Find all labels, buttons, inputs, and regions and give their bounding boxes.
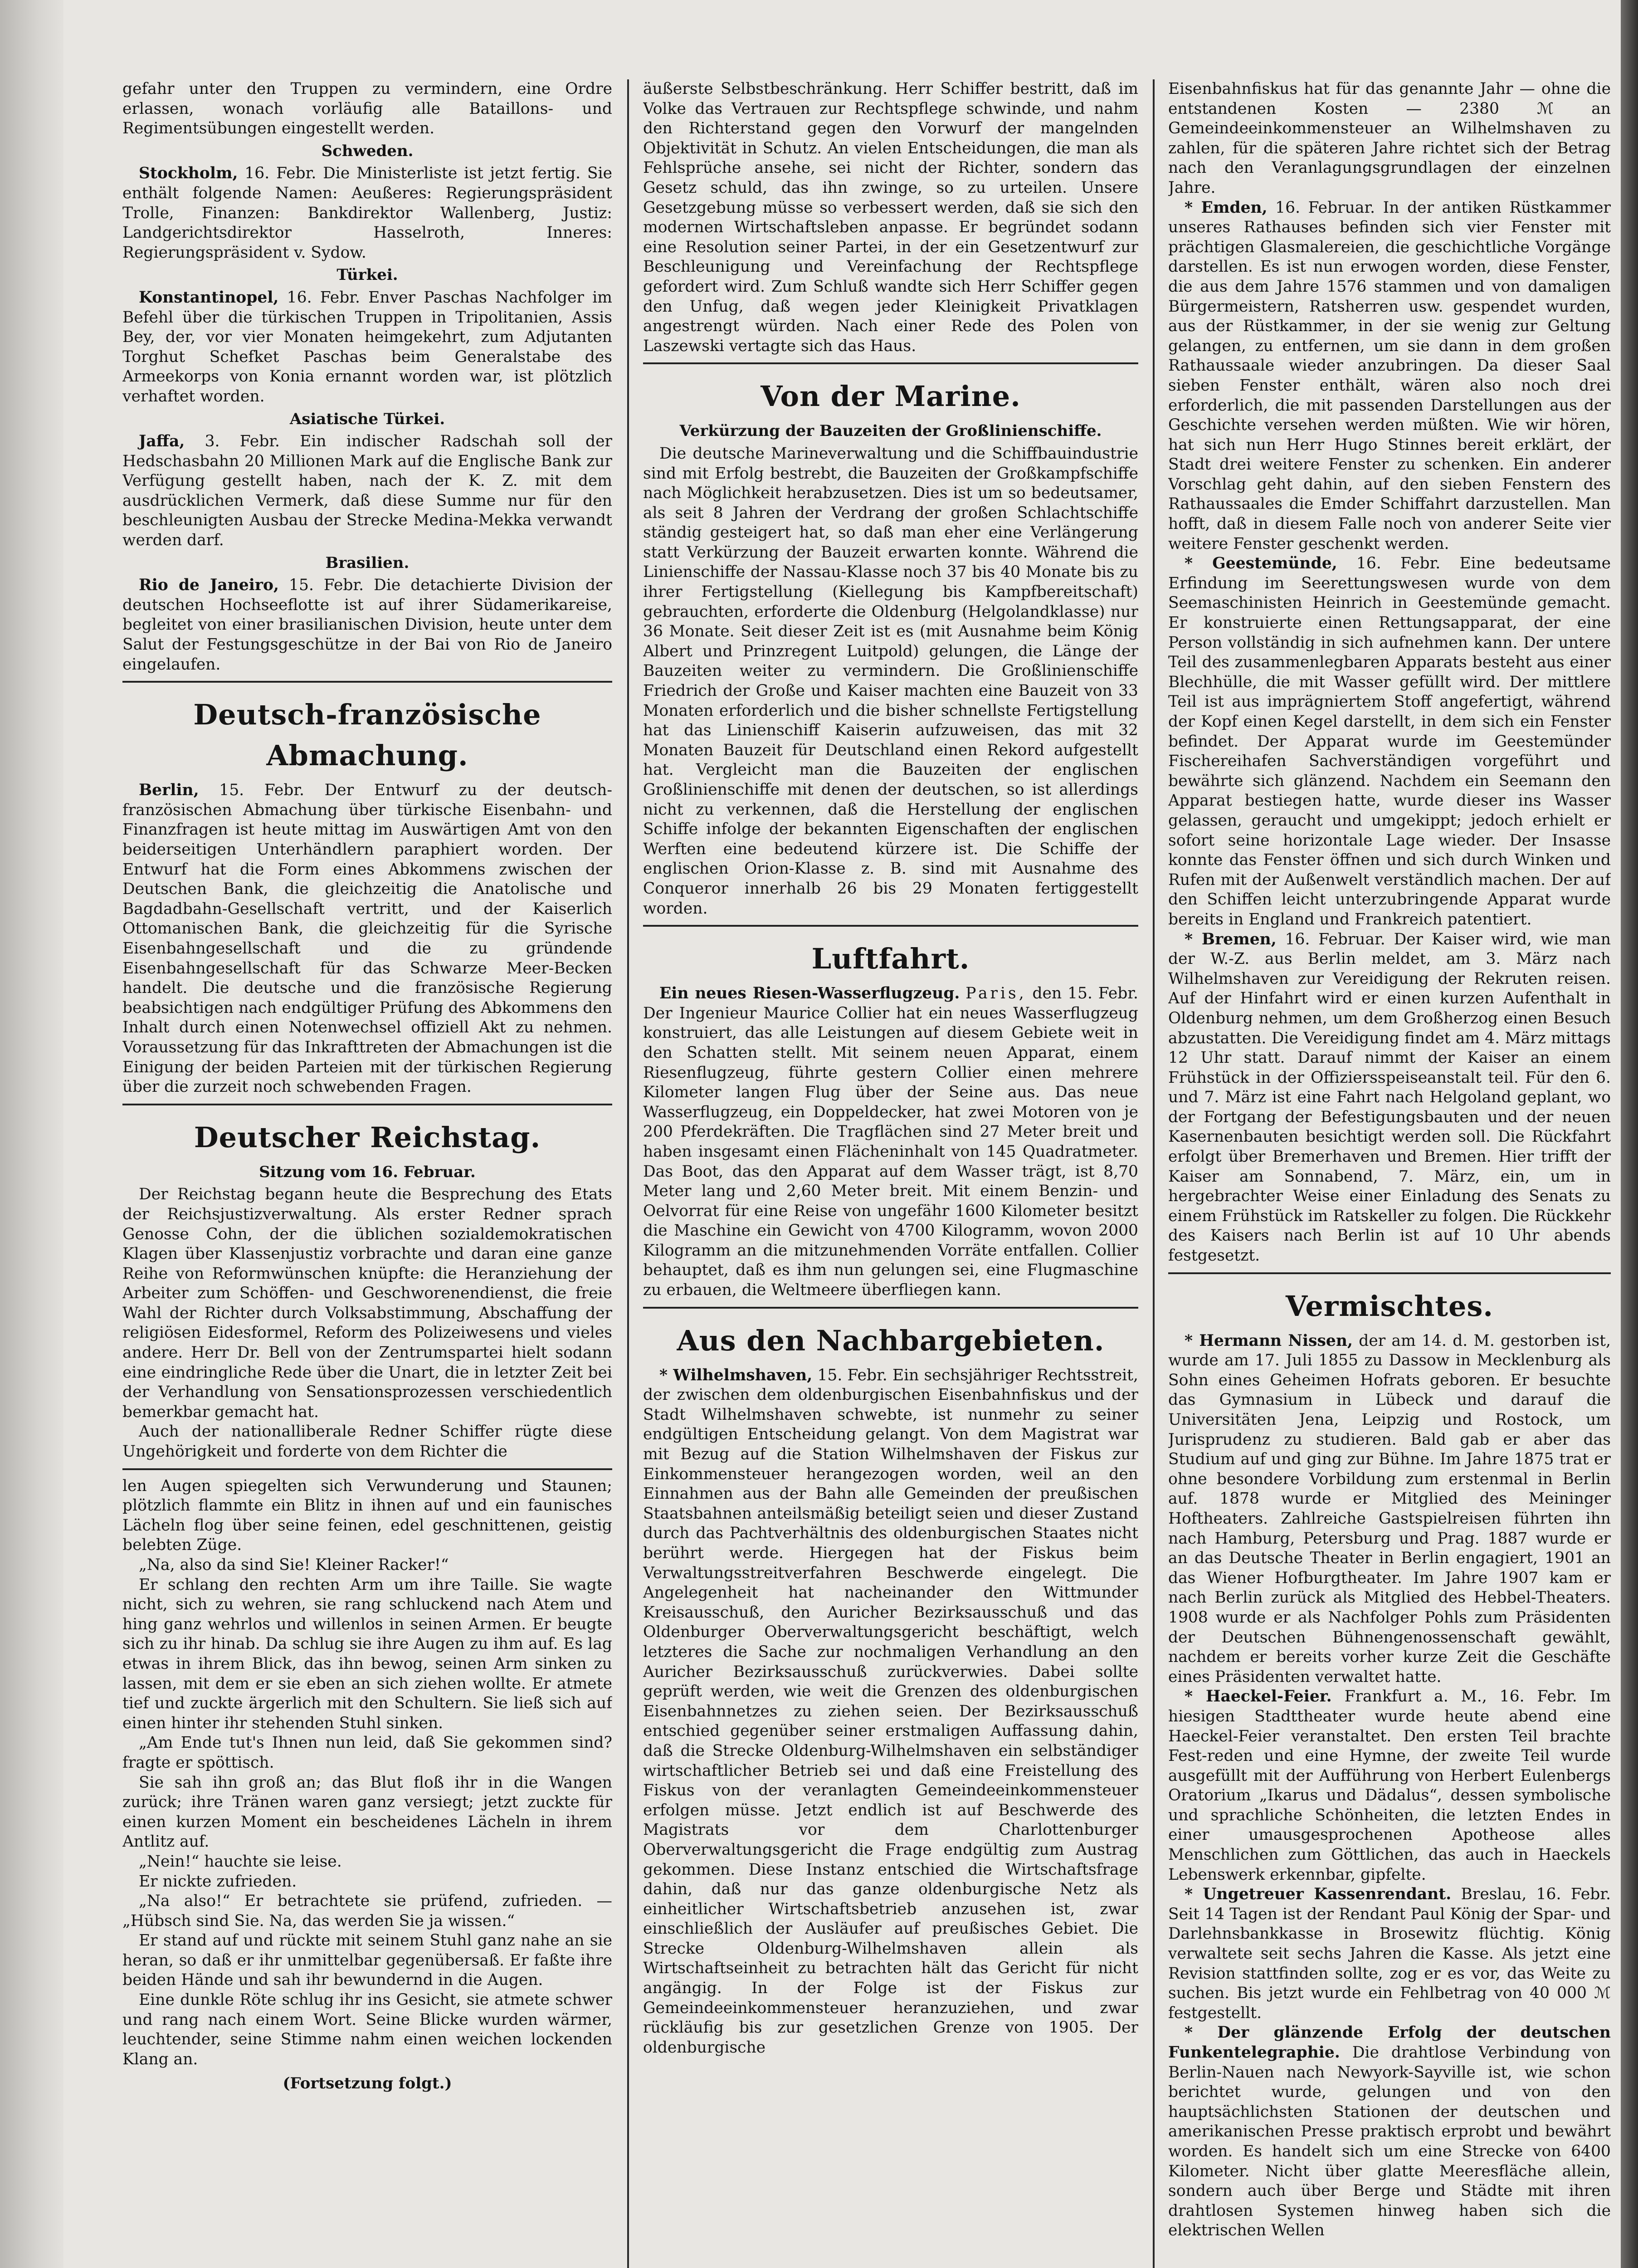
- section-rule: [643, 362, 1138, 364]
- section-heading: Deutscher Reichstag.: [194, 1120, 541, 1154]
- section-subheading: Brasilien.: [325, 553, 410, 572]
- article-text: Die deutsche Marineverwaltung und die Schiffbauindustrie sind mit Erfolg bestrebt, die Bauzeiten der Großkampfschiffe nach Möglichkeit herabzusetzen. Dies ist um so bedeutsamer, als seit 8 Jahren der Verdrang der großen Schlachtschiffe ständig gesteigert hat, so daß man eher eine Verlängerung statt Verkürzung der Bauzeit erwarten konnte. Während die Linienschiffe der Nassau-Klasse noch 37 bis 40 Monate bis zu ihrer Fertigstellung (Kiellegung bis Kampfbereitschaft) gebrauchten, erforderte die Oldenburg (Helgolandklasse) nur 36 Monate. Seit dieser Zeit ist es (mit Ausnahme beim König Albert und Prinzregent Luitpold) gelungen, die Länge der Bauzeiten weiter zu vermindern. Die Großlinienschiffe Friedrich der Große und Kaiser machten eine Bauzeit von 33 Monaten erforderlich und die bisher schnellste Fertigstellung hat das Linienschiff Kaiserin aufzuweisen, das mit 32 Monaten Bauzeit für Deutschland einen Rekord aufgestellt hat. Vergleicht man die Bauzeiten der englischen Großlinienschiffe mit denen der deutschen, so ist allerdings nicht zu verkennen, daß die Herstellung der englischen Schiffe infolge der bekannten Eigenschaften der englischen Werften eine bedeutend kürzere ist. Die Schiffe der englischen Orion-Klasse z. B. sind mit Ausnahme des Conqueror innerhalb 26 bis 29 Monaten fertiggestellt worden.: [643, 444, 1138, 918]
- news-text: 16. Febr. Die Ministerliste ist jetzt fertig. Sie enthält folgende Namen: Aeußeres: Regierungspräsident Trolle, Finanzen: Bankdirektor Wallenberg, Justiz: Landgerichtsdirektor Hasselroth, Inneres: Regierungspräsident v. Sydow.: [122, 164, 612, 262]
- feuilleton-text: „Na also!“ Er betrachtete sie prüfend, zufrieden. — „Hübsch sind Sie. Na, das werden Sie ja wissen.“: [122, 1892, 612, 1930]
- news-text: 16. Febr. Eine bedeutsame Erfindung im Seerettungswesen wurde von dem Seemaschinisten Heinrich in Geestemünde gemacht. Er konstruierte einen Rettungsapparat, der eine Person vollständig in sich aufnehmen kann. Der untere Teil des zusammenlegbaren Apparats besteht aus einer Blechhülle, die mit Wasser gefüllt wird. Der mittlere Teil ist aus imprägniertem Stoff angefertigt, während der Kopf einen Kegel darstellt, in dem sich ein Fenster befindet. Der Apparat wurde im Geestemünder Fischereihafen Sachverständigen vorgeführt und bewährte sich glänzend. Nachdem ein Seemann den Apparat bestiegen hatte, wurde dieser ins Wasser gelassen, geraucht und umgekippt; jedoch erhielt er sofort seine horizontale Lage wieder. Der Insasse konnte das Fenster öffnen und sich durch Winken und Rufen mit der Außenwelt verständlich machen. Der auf den Schiffen leicht unterzubringende Apparat wurde bereits in England und Frankreich patentiert.: [1168, 554, 1611, 929]
- dateline: * Bremen,: [1185, 930, 1277, 948]
- feuilleton-text: Er schlang den rechten Arm um ihre Taille. Sie wagte nicht, sich zu wehren, sie rang schluckend nach Atem und hing ganz wehrlos und willenlos in seinen Armen. Er beugte sich zu ihr hinab. Da schlug sie ihre Augen zu ihm auf. Es lag etwas in ihrem Blick, das ihn bewog, seinen Arm sinken zu lassen, mit dem er sie eben an sich ziehen wollte. Er atmete tief und zuckte ärgerlich mit den Schultern. Sie ließ sich auf einen hinter ihr stehenden Stuhl sinken.: [122, 1575, 612, 1732]
- dateline: * Wilhelmshaven,: [659, 1366, 813, 1384]
- news-item: [1168, 2023, 1611, 2241]
- column-2: [643, 79, 1138, 2268]
- dateline: Jaffa,: [139, 432, 185, 451]
- column-divider: [1153, 79, 1155, 2268]
- news-text: 15. Febr. Der Entwurf zu der deutsch-französischen Abmachung über türkische Eisenbahn- und Finanzfragen ist heute mittag im Auswärtigen Amt von den beiderseitigen Unterhändlern paraphiert worden. Der Entwurf hat die Form eines Abkommens zwischen der Deutschen Bank, die gleichzeitig die Anatolische und Bagdadbahn-Gesellschaft vertritt, und der Kaiserlich Ottomanischen Bank, die gleichzeitig für die Syrische Eisenbahngesellschaft und die zu gründende Eisenbahngesellschaft für das Schwarze Meer-Becken handelt. Die deutsche und die französische Regierung beabsichtigen nach endgültiger Prüfung des Abkommens den Inhalt durch einen Notenwechsel offiziell Akt zu nehmen. Voraussetzung für das Inkrafttreten der Abmachungen ist die Einigung der beiden Parteien mit der türkischen Regierung über die zurzeit noch schwebenden Fragen.: [122, 781, 612, 1096]
- section-heading: Vermischtes.: [1286, 1289, 1493, 1323]
- news-item: [1168, 1331, 1611, 1687]
- continuation-note: (Fortsetzung folgt.): [283, 2074, 452, 2093]
- news-text: Breslau, 16. Febr. Seit 14 Tagen ist der Rendant Paul König der Spar- und Darlehnsbankkasse in Brosewitz flüchtig. König verwaltete seit sechs Jahren die Kasse. Als jetzt eine Revision stattfinden sollte, zog er es vor, das Weite zu suchen. Bis jetzt wurde ein Fehlbetrag von 40 000 ℳ festgestellt.: [1168, 1885, 1611, 2022]
- news-item: [122, 164, 612, 263]
- article-text: äußerste Selbstbeschränkung. Herr Schiffer bestritt, daß im Volke das Vertrauen zur Rechtspflege schwinde, und nahm den Richterstand gegen den Vorwurf der mangelnden Objektivität in Schutz. An vielen Entscheidungen, die man als Fehlsprüche ansehe, sei nicht der Richter, sondern das Gesetz schuld, das ihn zwinge, so zu urteilen. Unsere Gesetzgebung müsse so verbessert werden, daß sie sich den modernen Wirtschaftsleben anpasse. Er begründet sodann eine Resolution seiner Partei, in der ein Gesetzentwurf zur Beschleunigung und Vereinfachung der Rechtspflege gefordert wird. Zum Schluß wandte sich Herr Schiffer gegen den Unfug, daß wegen jeder Kleinigkeit Privatklagen angestrengt würden. Nach einer Rede des Polen von Laszewski vertagte sich das Haus.: [643, 80, 1138, 355]
- news-text: Frankfurt a. M., 16. Febr. Im hiesigen Stadttheater wurde heute abend eine Haeckel-Feier veranstaltet. Den ersten Teil brachte Fest-reden und eine Hymne, der zweite Teil wurde ausgefüllt mit der Aufführung von Herbert Eulenbergs Oratorium „Ikarus und Dädalus“, dessen symbolische und sprachliche Schönheiten, die letzten Endes in einer umausgesprochenen Apotheose alles Menschlichen zum Göttlichen, das auch in Haeckels Lebenswerk erkennbar, gipfelte.: [1168, 1687, 1611, 1884]
- feuilleton-text: Er nickte zufrieden.: [139, 1872, 297, 1891]
- news-text: 15. Febr. Ein sechsjähriger Rechtsstreit, der zwischen dem oldenburgischen Eisenbahnfiskus und der Stadt Wilhelmshaven schwebte, ist nunmehr zu seiner endgültigen Entscheidung gelangt. Von dem Magistrat war mit Bezug auf die Station Wilhelmshaven der Fiskus zur Einkommensteuer herangezogen worden, weil an den Einnahmen aus der Bahn alle Gemeinden der preußischen Staatsbahnen anteilsmäßig beteiligt seien und dieser Zustand durch das Pachtverhältnis des oldenburgischen Staates nicht berührt werde. Hiergegen hat der Fiskus beim Verwaltungsstreitverfahren Beschwerde eingelegt. Die Angelegenheit hat nacheinander den Wittmunder Kreisausschuß, den Auricher Bezirksausschuß und das Oldenburger Oberverwaltungsgericht beschäftigt, welch letzteres die Sache zur nochmaligen Verhandlung an den Auricher Bezirksausschuß zurückverwies. Dabei sollte geprüft werden, wie weit die Grenzen des oldenburgischen Eisenbahnnetzes zu ziehen seien. Der Bezirksausschuß entschied gegenüber seiner erstmaligen Auffassung dahin, daß die Strecke Oldenburg-Wilhelmshaven ein selbständiger wirtschaftlicher Betrieb sei und daß eine Freistellung des Fiskus von der veranlagten Gemeindeeinkommensteuer erfolgen müsse. Jetzt endlich ist auf Beschwerde des Magistrats vor dem Charlottenburger Oberverwaltungsgericht die Frage endgültig zum Austrag gekommen. Diese Instanz entschied die Wirtschaftsfrage dahin, daß nur das ganze oldenburgische Netz als einheitlicher Wirtschaftsbetrieb anzusehen ist, zwar einschließlich der Ausläufer auf preußisches Gebiet. Die Strecke Oldenburg-Wilhelmshaven allein als Wirtschaftseinheit zu betrachten hält das Gericht für nicht angängig. In der Folge ist der Fiskus zur Gemeindeeinkommensteuer heranzuziehen, und zwar rückläufig bis zur gesetzlichen Grenze von 1905. Der oldenburgische: [643, 1366, 1138, 2057]
- section-rule: [643, 1307, 1138, 1309]
- section-subheading: Schweden.: [321, 142, 414, 160]
- news-item: [122, 576, 612, 675]
- news-text: 16. Febr. Enver Paschas Nachfolger im Befehl über die türkischen Truppen in Tripolitanien, Assis Bey, der, vor vier Monaten heimgekehrt, zum Adjutanten Torghut Schefket Paschas beim Generalstabe des Armeekorps von Konia ernannt worden war, ist plötzlich verhaftet worden.: [122, 288, 612, 406]
- feuilleton-text: „Am Ende tut's Ihnen nun leid, daß Sie gekommen sind? fragte er spöttisch.: [122, 1734, 612, 1772]
- news-item: [643, 984, 1138, 1300]
- section-subheading: Türkei.: [336, 266, 398, 284]
- feuilleton-text: Sie sah ihn groß an; das Blut floß ihr in die Wangen zurück; ihre Tränen waren ganz versiegt; jetzt zuckte für einen kurzen Moment ein bescheidenes Lächeln in ihrem Antlitz auf.: [122, 1773, 612, 1851]
- section-rule: [122, 681, 612, 683]
- article-text: gefahr unter den Truppen zu vermindern, eine Ordre erlassen, wonach vorläufig alle Bataillons- und Regimentsübungen eingestellt werden.: [122, 80, 612, 138]
- feuilleton-text: len Augen spiegelten sich Verwunderung und Staunen; plötzlich flammte ein Blitz in ihnen auf und ein faunisches Lächeln flog über seine feinen, edel geschnittenen, geistig belebten Züge.: [122, 1476, 612, 1554]
- dateline: * Haeckel-Feier.: [1185, 1687, 1332, 1706]
- dateline: Berlin,: [139, 781, 199, 800]
- section-heading: Aus den Nachbargebieten.: [677, 1324, 1105, 1357]
- dateline: * Ungetreuer Kassenrendant.: [1185, 1885, 1452, 1904]
- column-divider: [627, 79, 629, 2268]
- feuilleton-text: „Nein!“ hauchte sie leise.: [139, 1852, 342, 1871]
- section-subheading: Asiatische Türkei.: [289, 410, 445, 428]
- news-text: Die drahtlose Verbindung von Berlin-Nauen nach Newyork-Sayville ist, wie schon berichtet wurde, gelungen und von den hauptsächlichsten Stationen der deutschen und amerikanischen Presse praktisch erprobt und bewährt worden. Es handelt sich um eine Strecke von 6400 Kilometer. Nicht über glatte Meeresfläche allein, sondern auch über Berge und Städte mit ihren drahtlosen Systemen hinweg haben sich die elektrischen Wellen: [1168, 2043, 1611, 2240]
- section-heading: Von der Marine.: [760, 380, 1021, 413]
- dateline: Stockholm,: [139, 164, 238, 183]
- dateline: Konstantinopel,: [139, 288, 279, 307]
- feuilleton-text: Er stand auf und rückte mit seinem Stuhl ganz nahe an sie heran, so daß er ihr unmittelbar gegenübersaß. Er faßte ihre beiden Hände und sah ihr bewundernd in die Augen.: [122, 1931, 612, 1989]
- news-item: [1168, 1885, 1611, 2023]
- session-subheading: Sitzung vom 16. Februar.: [259, 1163, 476, 1181]
- news-item: [122, 432, 612, 551]
- news-text: 16. Februar. In der antiken Rüstkammer unseres Rathauses befinden sich vier Fenster mit prächtigen Glasmalereien, die geschichtliche Vorgänge darstellen. Es ist nun erwogen worden, diese Fenster, die aus dem Jahre 1576 stammen und von damaligen Bürgermeistern, Ratsherren usw. gespendet wurden, aus der Rüstkammer, in der sie wenig zur Geltung gelangen, zu entfernen, um sie dann in dem großen Rathaussaale wieder anzubringen. Da dieser Saal sieben Fenster enthält, wären also noch drei erforderlich, die mit passenden Darstellungen aus der Geschichte versehen werden müßten. Wie wir hören, hat sich nun Herr Hugo Stinnes bereit erklärt, der Stadt drei weitere Fenster zu schenken. Ein anderer Vorschlag geht dahin, auf den sieben Fenstern des Rathaussaales die Emder Schiffahrt darzustellen. Man hofft, daß in diesem Falle noch von anderer Seite vier weitere Fenster geschenkt werden.: [1168, 198, 1611, 553]
- article-subheading: Verkürzung der Bauzeiten der Großlinienschiffe.: [679, 422, 1102, 440]
- dateline: * Emden,: [1185, 198, 1268, 217]
- dateline: * Hermann Nissen,: [1185, 1331, 1353, 1350]
- feuilleton-text: „Na, also da sind Sie! Kleiner Racker!“: [139, 1556, 449, 1574]
- feuilleton-rule: [122, 1468, 612, 1470]
- section-rule: [1168, 1272, 1611, 1274]
- dateline: Paris,: [965, 984, 1027, 1003]
- column-3: [1168, 79, 1611, 2268]
- page-edge-shadow: [1621, 0, 1638, 2268]
- news-item: [1168, 1687, 1611, 1885]
- dateline: Rio de Janeiro,: [139, 576, 279, 595]
- news-text: 3. Febr. Ein indischer Radschah soll der Hedschasbahn 20 Millionen Mark auf die Englische Bank zur Verfügung gestellt haben, nach der K. Z. mit dem ausdrücklichen Vermerk, daß diese Summe nur für den beschleunigten Ausbau der Strecke Medina-Mekka verwandt werden darf.: [122, 432, 612, 550]
- news-item: [1168, 198, 1611, 554]
- news-text: 16. Februar. Der Kaiser wird, wie man der W.-Z. aus Berlin meldet, am 3. März nach Wilhelmshaven zur Vereidigung der Rekruten reisen. Auf der Hinfahrt wird er einen kurzen Aufenthalt in Oldenburg nehmen, um dem Großherzog einen Besuch abzustatten. Die Vereidigung findet am 4. März mittags 12 Uhr statt. Darauf nimmt der Kaiser an einem Frühstück in der Offiziersspeiseanstalt teil. Für den 6. und 7. März ist eine Fahrt nach Helgoland geplant, wo der Fortgang der Befestigungsbauten und der neuen Kasernenbauten besichtigt werden soll. Die Rückfahrt erfolgt über Bremerhaven und Bremen. Hier trifft der Kaiser am Sonnabend, 7. März, ein, um in hergebrachter Weise einer Einladung des Senats zu einem Frühstück im Ratskeller zu folgen. Die Rückkehr des Kaisers nach Berlin ist auf 10 Uhr abends festgesetzt.: [1168, 930, 1611, 1265]
- article-subheading: Ein neues Riesen-Wasserflugzeug.: [659, 984, 960, 1003]
- article-text: Eisenbahnfiskus hat für das genannte Jahr — ohne die entstandenen Kosten — 2380 ℳ an Gemeindeeinkommensteuer an Wilhelmshaven zu zahlen, für die späteren Jahre richtet sich der Betrag nach den Veranlagungsgrundlagen der einzelnen Jahre.: [1168, 80, 1611, 197]
- section-rule: [643, 925, 1138, 927]
- news-item: [122, 288, 612, 407]
- news-text: 15. Febr. Die detachierte Division der deutschen Hochseeflotte ist auf ihrer Südamerikareise, begleitet von einer brasilianischen Division, heute unter dem Salut der Festungsgeschütze in der Bai von Rio de Janeiro eingelaufen.: [122, 576, 612, 674]
- news-item: [643, 1366, 1138, 2058]
- news-item: [1168, 930, 1611, 1266]
- binding-gutter: [0, 0, 63, 2268]
- article-text: Auch der nationalliberale Redner Schiffer rügte diese Ungehörigkeit und forderte von dem Richter die: [122, 1422, 612, 1461]
- feuilleton-text: Eine dunkle Röte schlug ihr ins Gesicht, sie atmete schwer und rang nach einem Wort. Seine Blicke wurden wärmer, leuchtender, seine Stimme nahm einen weichen lockenden Klang an.: [122, 1991, 612, 2068]
- news-item: [1168, 554, 1611, 929]
- column-1: [122, 79, 612, 2268]
- dateline: * Der glänzende Erfolg der deutschen Funkentelegraphie.: [1168, 2024, 1611, 2062]
- news-text: den 15. Febr. Der Ingenieur Maurice Collier hat ein neues Wasserflugzeug konstruiert, das alle Leistungen auf diesem Gebiete weit in den Schatten stellt. Mit seinem neuen Apparat, einem Riesenflugzeug, führte gestern Collier einen mehrere Kilometer langen Flug über der Seine aus. Das neue Wasserflugzeug, ein Doppeldecker, hat zwei Motoren von je 200 Pferdekräften. Die Tragflächen sind 27 Meter breit und haben insgesamt einen Flächeninhalt von 145 Quadratmeter. Das Boot, das den Apparat auf dem Wasser trägt, ist 8,70 Meter lang und 2,60 Meter breit. Mit einem Benzin- und Oelvorrat für eine Reise von ungefähr 1600 Kilometer besitzt die Maschine ein Gewicht von 4700 Kilogramm, wovon 2000 Kilogramm an die mitzunehmenden Vorräte entfallen. Collier behauptet, daß es ihm nun gelungen sei, eine Flugmaschine zu erbauen, die Weltmeere überfliegen kann.: [643, 984, 1138, 1300]
- section-heading: Luftfahrt.: [811, 942, 970, 976]
- news-text: der am 14. d. M. gestorben ist, wurde am 17. Juli 1855 zu Dassow in Mecklenburg als Sohn eines Geheimen Hofrats geboren. Er besuchte das Gymnasium in Lübeck und darauf die Universitäten Jena, Leipzig und Rostock, um Jurisprudenz zu studieren. Bald gab er aber das Studium auf und ging zur Bühne. Im Jahre 1875 trat er ohne besondere Vorbildung zum erstenmal in Berlin auf. 1878 wurde er Mitglied des Meininger Hoftheaters. Zahlreiche Gastspielreisen führten ihn nach Hamburg, Petersburg und Prag. 1887 wurde er an das Deutsche Theater in Berlin engagiert, 1901 an das Wiener Hofburgtheater. Im Jahre 1907 kam er nach Berlin zurück als Mitglied des Hebbel-Theaters. 1908 wurde er als Nachfolger Pohls zum Präsidenten der Deutschen Bühnengenossenschaft gewählt, nachdem er bereits vorher kurze Zeit die Geschäfte eines Präsidenten verwaltet hatte.: [1168, 1331, 1611, 1686]
- section-rule: [122, 1104, 612, 1105]
- section-heading: Deutsch-französische Abmachung.: [193, 698, 541, 772]
- news-item: [122, 781, 612, 1097]
- article-text: Der Reichstag begann heute die Besprechung des Etats der Reichsjustizverwaltung. Als erster Redner sprach Genosse Cohn, der die üblichen sozialdemokratischen Klagen über Klassenjustiz vorbrachte und daran eine ganze Reihe von Reformwünschen knüpfte: die Heranziehung der Arbeiter zum Schöffen- und Geschworenendienst, die freie Wahl der Richter durch Volksabstimmung, Abschaffung der religiösen Eidesformel, Reform des Polizeiwesens und vieles andere. Herr Dr. Bell von der Zentrumspartei hielt sodann eine eindringliche Rede über die Unart, die in letzter Zeit bei der Verhandlung von Sensationsprozessen verschiedentlich bemerkbar gemacht hat.: [122, 1185, 612, 1421]
- dateline: * Geestemünde,: [1185, 554, 1337, 573]
- page-content: [122, 79, 1610, 2268]
